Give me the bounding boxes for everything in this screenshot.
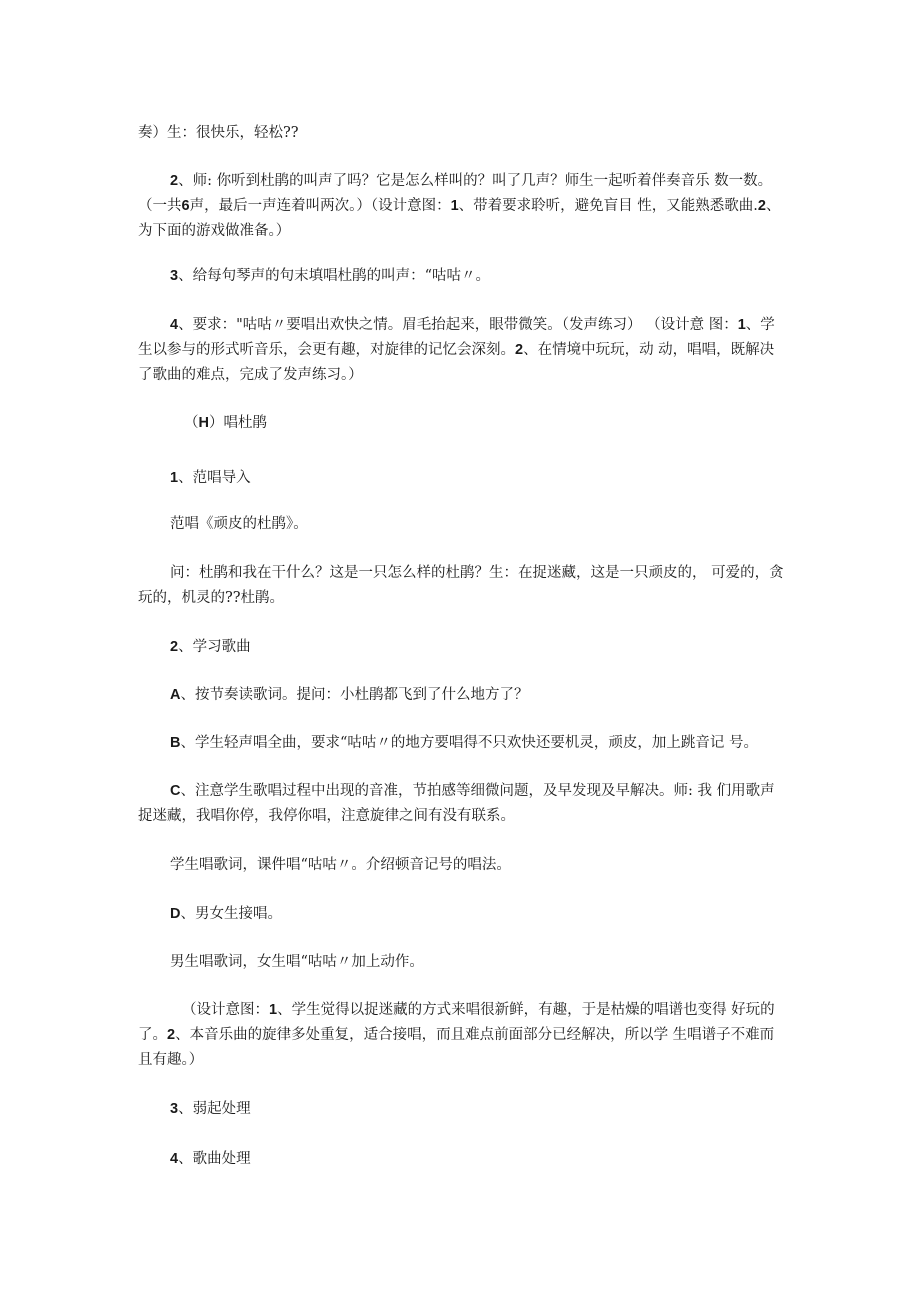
paragraph-2-number: 2 <box>170 173 179 189</box>
paragraph-4-intent-1: 1 <box>737 317 746 333</box>
item-c-text: 、注意学生歌唱过程中出现的音准，节拍感等细微问题，及早发现及早解决。师: 我 们用歌声捉迷藏，我唱你停，我停你唱，注意旋律之间有没有联系。 <box>138 783 775 824</box>
item-b-text: 、学生轻声唱全曲，要求“咕咕〃的地方要唱得不只欢快还要机灵，顽皮，加上跳音记 号。 <box>180 735 759 751</box>
item-c-body <box>170 853 784 878</box>
step-1-heading <box>170 466 784 491</box>
paragraph-1-text: 奏）生：很快乐，轻松?? <box>138 125 299 141</box>
step-3-text: 、弱起处理 <box>178 1101 251 1117</box>
paragraph-3 <box>138 264 784 289</box>
section-heading-h <box>184 411 784 436</box>
design-intent-2-text: （设计意图： <box>182 1002 269 1018</box>
paragraph-3-number: 3 <box>170 268 179 284</box>
step-2-heading <box>170 635 784 660</box>
step-4-number: 4 <box>170 1151 179 1167</box>
item-a <box>170 683 784 708</box>
paragraph-4 <box>138 313 784 388</box>
paragraph-2-text-4: 、为下面的游戏做准备。） <box>138 198 781 239</box>
paragraph-4-text-2: 、学生以参与的形式听音乐，会更有趣，对旋律的记忆会深刻。 <box>138 317 775 358</box>
section-heading-text: ）唱杜鹃 <box>208 415 267 431</box>
item-b-letter: B <box>170 735 181 751</box>
paragraph-4-number: 4 <box>170 317 179 333</box>
step-1-text: 、范唱导入 <box>178 470 251 486</box>
item-d-body <box>170 950 784 975</box>
step-1-question <box>138 561 784 611</box>
item-d-letter: D <box>170 906 181 922</box>
step-1-question-text: 问：杜鹃和我在干什么？这是一只怎么样的杜鹃？生：在捉迷藏，这是一只顽皮的， 可爱的，贪玩的，机灵的??杜鹃。 <box>138 565 784 606</box>
paragraph-2-intent-2: 2 <box>757 198 766 214</box>
step-3-heading <box>170 1097 784 1122</box>
paragraph-2-text-2: 声，最后一声连着叫两次。）（设计意图： <box>189 198 451 214</box>
paragraph-3-text: 、给每句琴声的句末填唱杜鹃的叫声：“咕咕〃。 <box>178 268 490 284</box>
paragraph-4-text-3: 、在情境中玩玩，动 动，唱唱，既解决了歌曲的难点，完成了发声练习。） <box>138 342 775 383</box>
item-c-body-text: 学生唱歌词，课件唱“咕咕〃。介绍顿音记号的唱法。 <box>170 857 511 873</box>
paragraph-2-intent-1: 1 <box>450 198 459 214</box>
step-2-text: 、学习歌曲 <box>178 639 251 655</box>
design-intent-2-text-3: 、本音乐曲的旋律多处重复，适合接唱，而且难点前面部分已经解决，所以学 生唱谱子不难而且有趣。） <box>138 1027 775 1068</box>
step-2-number: 2 <box>170 639 179 655</box>
step-4-heading <box>170 1147 784 1172</box>
section-heading-open: （ <box>184 415 199 431</box>
paragraph-4-intent-2: 2 <box>515 342 524 358</box>
paragraph-2-count: 6 <box>181 198 190 214</box>
paragraph-2-text-3: 、带着要求聆听，避免盲目 性，又能熟悉歌曲. <box>458 198 758 214</box>
design-intent-2-n1: 1 <box>269 1002 278 1018</box>
design-intent-2-n2: 2 <box>167 1027 176 1043</box>
step-1-body <box>170 512 784 537</box>
item-d-text: 、男女生接唱。 <box>180 906 282 922</box>
item-a-text: 、按节奏读歌词。提问：小杜鹃都飞到了什么地方了？ <box>180 687 529 703</box>
paragraph-4-text: 、要求："咕咕〃要唱出欢快之情。眉毛抬起来，眼带微笑。（发声练习） （设计意 图： <box>178 317 738 333</box>
step-1-body-text: 范唱《顽皮的杜鹃》。 <box>170 516 308 532</box>
item-c-letter: C <box>170 783 181 799</box>
paragraph-1 <box>138 121 784 146</box>
step-4-text: 、歌曲处理 <box>178 1151 251 1167</box>
step-1-number: 1 <box>170 470 179 486</box>
design-intent-2 <box>138 998 784 1073</box>
step-3-number: 3 <box>170 1101 179 1117</box>
item-b <box>170 731 790 756</box>
design-intent-2-text-2: 、学生觉得以捉迷藏的方式来唱很新鲜，有趣，于是枯燥的唱谱也变得 好玩的了。 <box>138 1002 775 1043</box>
item-d-body-text: 男生唱歌词，女生唱“咕咕〃加上动作。 <box>170 954 424 970</box>
item-a-letter: A <box>170 687 181 703</box>
item-d <box>170 902 784 927</box>
paragraph-2-text: 、师: 你听到杜鹃的叫声了吗？它是怎么样叫的？叫了几声？师生一起听着伴奏音乐 数一数。（一共 <box>138 173 773 214</box>
item-c <box>138 779 784 829</box>
paragraph-2 <box>138 169 784 244</box>
section-heading-letter: H <box>198 415 209 431</box>
